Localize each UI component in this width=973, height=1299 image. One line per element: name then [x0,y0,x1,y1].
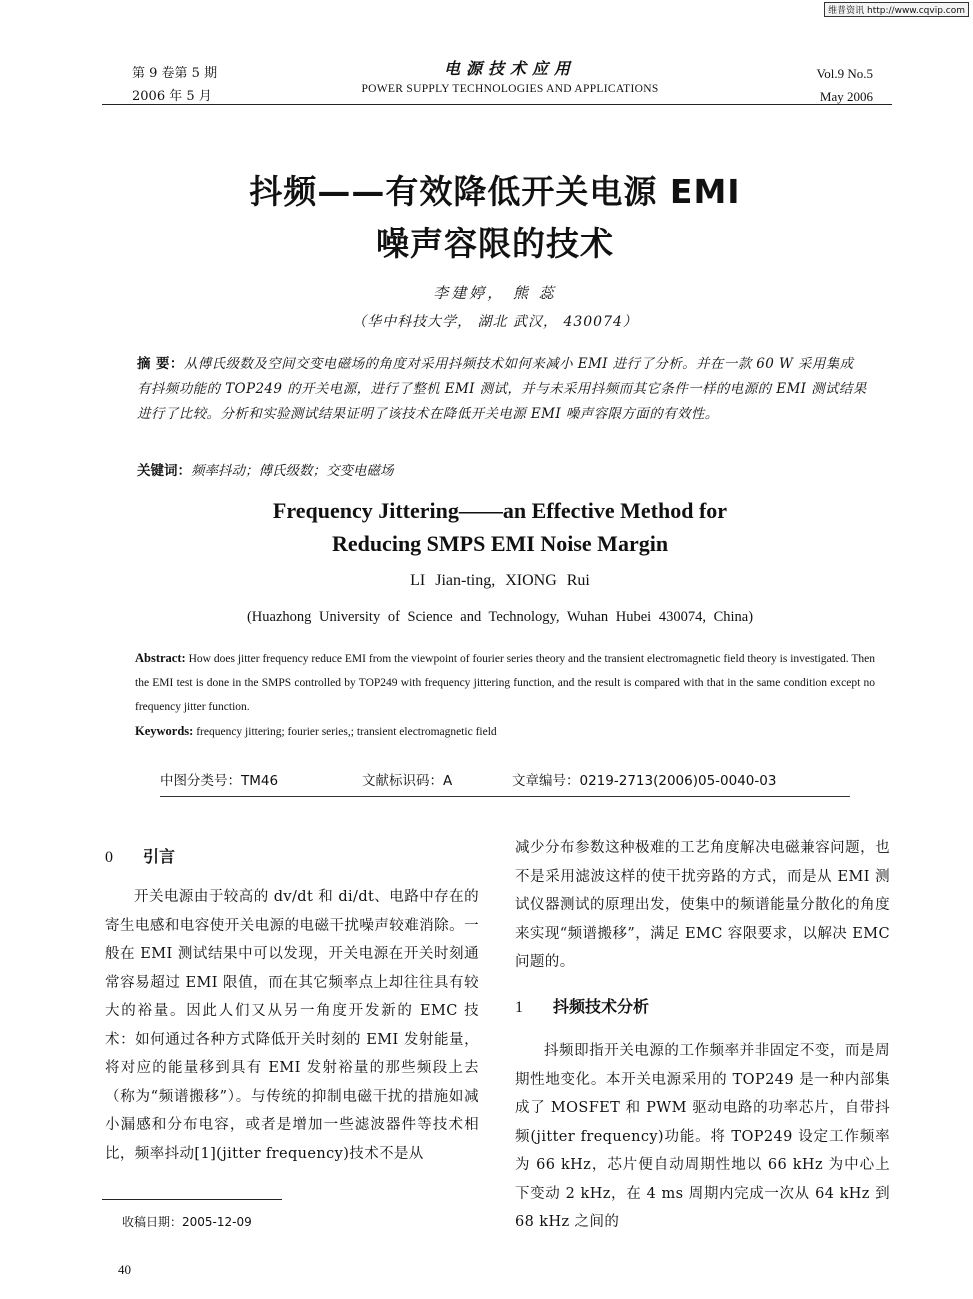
keywords-en-label: Keywords: [135,724,194,738]
footnote-divider [102,1199,282,1200]
section-1-heading [515,994,649,1017]
title-cn-line1: 抖频——有效降低开关电源 EMI [249,172,741,211]
section-1-number: 1 [515,999,523,1016]
issue-en: Vol.9 No.5 [816,66,873,81]
header-issue-en [817,62,873,108]
page-number: 40 [118,1262,131,1277]
section-0-paragraph: 开关电源由于较高的 dv/dt 和 di/dt、电路中存在的寄生电感和电容使开关电源的电磁干扰噪声较难消除。一般在 EMI 测试结果中可以发现，开关电源在开关时刻通常容易超过 EMI 限值，而在其它频率点上却往往具有较大的裕量。因此人们又从另一角度开发新的 EMC 技术：如何通过各种方式降低开关时刻的 EMI 发射能量，将对应的能量移到具有 EMI 发射裕量的那些频段上去（称为“频谱搬移”）。与传统的抑制电磁干扰的措施如减小漏感和分布电容，或者是增加一些滤波器件等技术相比，频率抖动[1](jitter frequency)技术不是从 [105,889,479,1162]
title-en-line2: Reducing SMPS EMI Noise Margin [331,531,669,556]
abstract-cn [137,352,867,427]
authors-cn: 李建婷， 熊 蕊 [433,284,557,302]
abstract-en-label: Abstract: [135,651,186,665]
date-cn: 2006 年 5 月 [132,89,212,104]
title-cn-line2: 噪声容限的技术 [376,224,614,263]
keywords-cn [137,460,867,482]
keywords-cn-label: 关键词： [137,463,191,479]
paper-title-cn [100,166,890,270]
keywords-en-text: frequency jittering; fourier series,; transient electromagnetic field [193,726,497,738]
abstract-cn-text: 从傅氏级数及空间交变电磁场的角度对采用抖频技术如何来减小 EMI 进行了分析。并在一款 60 W 采用集成有抖频功能的 TOP249 的开关电源，进行了整机 EMI 测试，并与未采用抖频而其它条件一样的电源的 EMI 测试结果进行了比较。分析和实验测试结果证明了该技术在降低开关电源 EMI 噪声容限方面的有效性。 [137,356,867,422]
abstract-en-text: How does jitter frequency reduce EMI from the viewpoint of fourier series theory and the transient electromagnetic field theory is investigated. Then the EMI test is done in the SMPS controlled by TOP249 with frequency jittering function, and the result is compared with that in the same condition except no frequency jitter function. [135,653,875,713]
section-1-title: 抖频技术分析 [553,997,650,1016]
journal-name-en: POWER SUPPLY TECHNOLOGIES AND APPLICATIONS [361,83,659,95]
issue-cn: 第 9 卷第 5 期 [132,66,218,81]
abstract-cn-label: 摘 要： [137,356,184,372]
header-issue-cn [132,62,217,108]
journal-name-cn: 电源技术应用 [443,59,576,78]
abstract-en [135,646,875,744]
section-0-title: 引言 [143,847,176,866]
received-date: 收稿日期：2005-12-09 [122,1215,252,1229]
paper-title-en [100,494,900,560]
document-code: 文献标识码：A [362,773,453,789]
affiliation-cn: （华中科技大学， 湖北 武汉， 430074） [352,314,638,330]
affiliation-en: (Huazhong University of Science and Technology, Wuhan Hubei 430074, China) [246,609,754,625]
clc-number: 中图分类号：TM46 [160,773,279,789]
section-1-paragraph: 抖频即指开关电源的工作频率并非固定不变，而是周期性地变化。本开关电源采用的 TOP249 是一种内部集成了 MOSFET 和 PWM 驱动电路的功率芯片，自带抖频(jitter frequency)功能。将 TOP249 设定工作频率为 66 kHz，芯片便自动周期性地以 66 kHz 为中心上下变动 2 kHz，在 4 ms 周期内完成一次从 64 kHz 到 68 kHz 之间的 [515,1043,890,1230]
watermark: 维普资讯 http://www.cqvip.com [824,2,969,17]
article-number: 文章编号：0219-2713(2006)05-0040-03 [512,773,777,789]
section-0-heading [105,844,175,867]
classification-divider [160,796,850,797]
authors-en: LI Jian-ting, XIONG Rui [410,572,590,589]
right-column-continuation: 减少分布参数这种极难的工艺角度解决电磁兼容问题，也不是采用滤波这样的使干扰旁路的方式，而是从 EMI 测试仪器测试的原理出发，使集中的频谱能量分散化的角度来实现“频谱搬移”，满足 EMC 容限要求，以解决 EMC 问题的。 [515,840,890,970]
title-en-line1: Frequency Jittering——an Effective Method for [272,498,728,523]
header-journal [320,58,700,98]
section-0-number: 0 [105,849,113,866]
keywords-cn-text: 频率抖动；傅氏级数；交变电磁场 [191,463,394,479]
date-en: May 2006 [819,89,873,104]
header-divider [102,104,892,105]
